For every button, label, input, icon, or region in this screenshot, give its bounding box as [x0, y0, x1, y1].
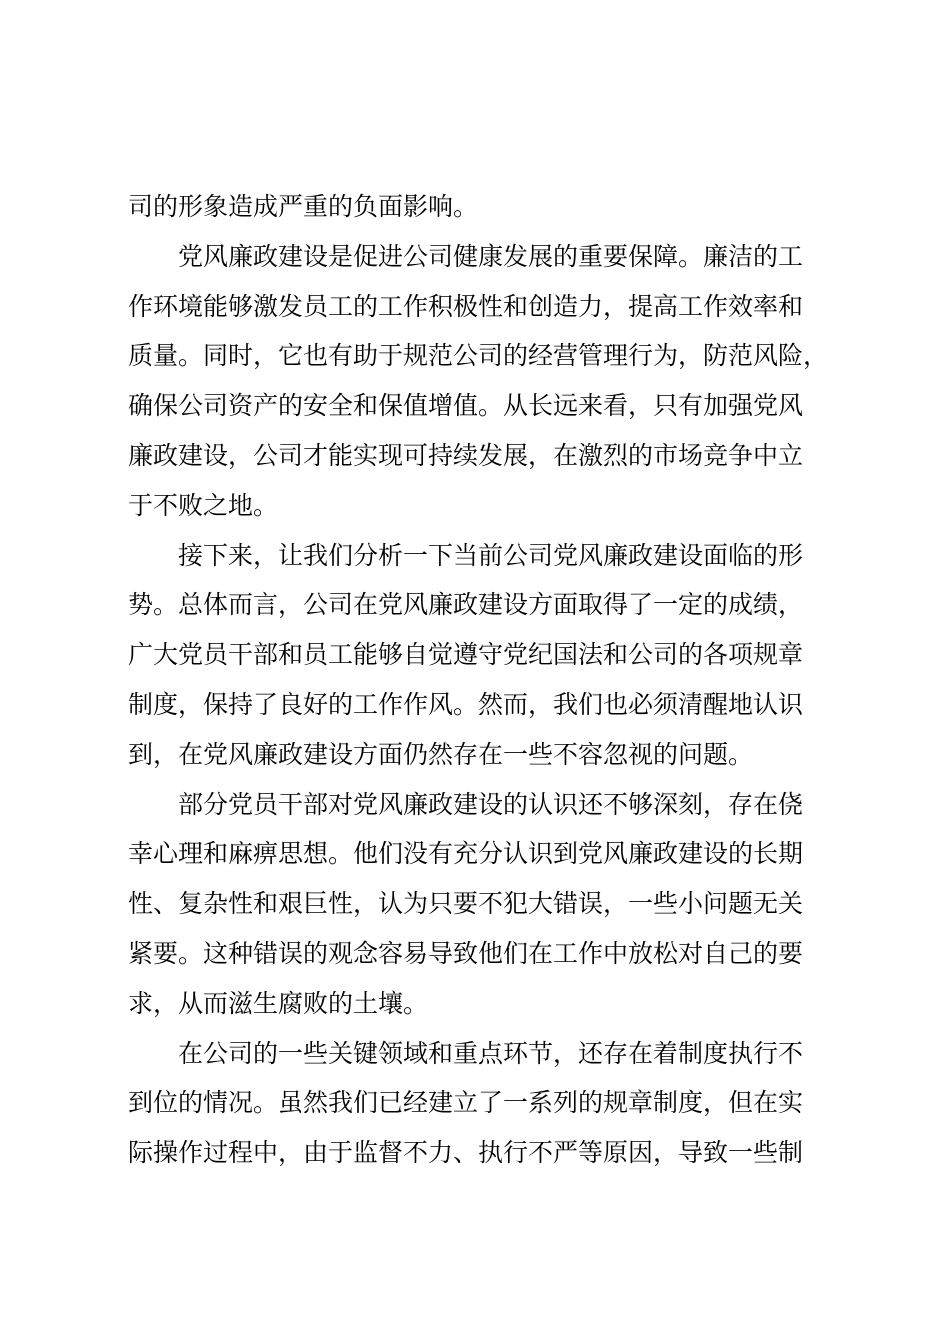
text-line: 在公司的一些关键领域和重点环节，还存在着制度执行不	[178, 1038, 804, 1068]
text-line: 幸心理和麻痹思想。他们没有充分认识到党风廉政建设的长期	[128, 839, 804, 869]
text-line: 党风廉政建设是促进公司健康发展的重要保障。廉洁的工	[178, 241, 804, 271]
text-line: 接下来，让我们分析一下当前公司党风廉政建设面临的形	[178, 540, 804, 570]
text-line: 际操作过程中，由于监督不力、执行不严等原因，导致一些制	[128, 1138, 804, 1168]
text-line: 到位的情况。虽然我们已经建立了一系列的规章制度，但在实	[128, 1088, 804, 1118]
paragraph-importance	[128, 232, 833, 531]
text-line: 司的形象造成严重的负面影响。	[128, 192, 479, 221]
paragraph-awareness-problem	[128, 780, 833, 1029]
text-line: 广大党员干部和员工能够自觉遵守党纪国法和公司的各项规章	[128, 640, 804, 670]
text-line: 部分党员干部对党风廉政建设的认识还不够深刻，存在侥	[178, 789, 804, 819]
text-line: 求，从而滋生腐败的土壤。	[128, 988, 429, 1018]
text-line: 性、复杂性和艰巨性，认为只要不犯大错误，一些小问题无关	[128, 889, 804, 919]
text-line: 制度，保持了良好的工作作风。然而，我们也必须清醒地认识	[128, 689, 804, 719]
text-line: 质量。同时，它也有助于规范公司的经营管理行为，防范风险，	[128, 341, 829, 371]
document-body	[128, 182, 833, 1178]
text-line: 到，在党风廉政建设方面仍然存在一些不容忽视的问题。	[128, 739, 754, 769]
text-line: 于不败之地。	[128, 490, 279, 520]
text-line: 确保公司资产的安全和保值增值。从长远来看，只有加强党风	[128, 391, 804, 421]
text-line: 廉政建设，公司才能实现可持续发展，在激烈的市场竞争中立	[128, 440, 804, 470]
paragraph-execution-problem	[128, 1029, 833, 1178]
text-line: 作环境能够激发员工的工作积极性和创造力，提高工作效率和	[128, 291, 804, 321]
text-line: 势。总体而言，公司在党风廉政建设方面取得了一定的成绩，	[128, 590, 804, 620]
text-line: 紧要。这种错误的观念容易导致他们在工作中放松对自己的要	[128, 938, 804, 968]
paragraph-situation	[128, 531, 833, 780]
paragraph-continuation	[128, 182, 833, 232]
